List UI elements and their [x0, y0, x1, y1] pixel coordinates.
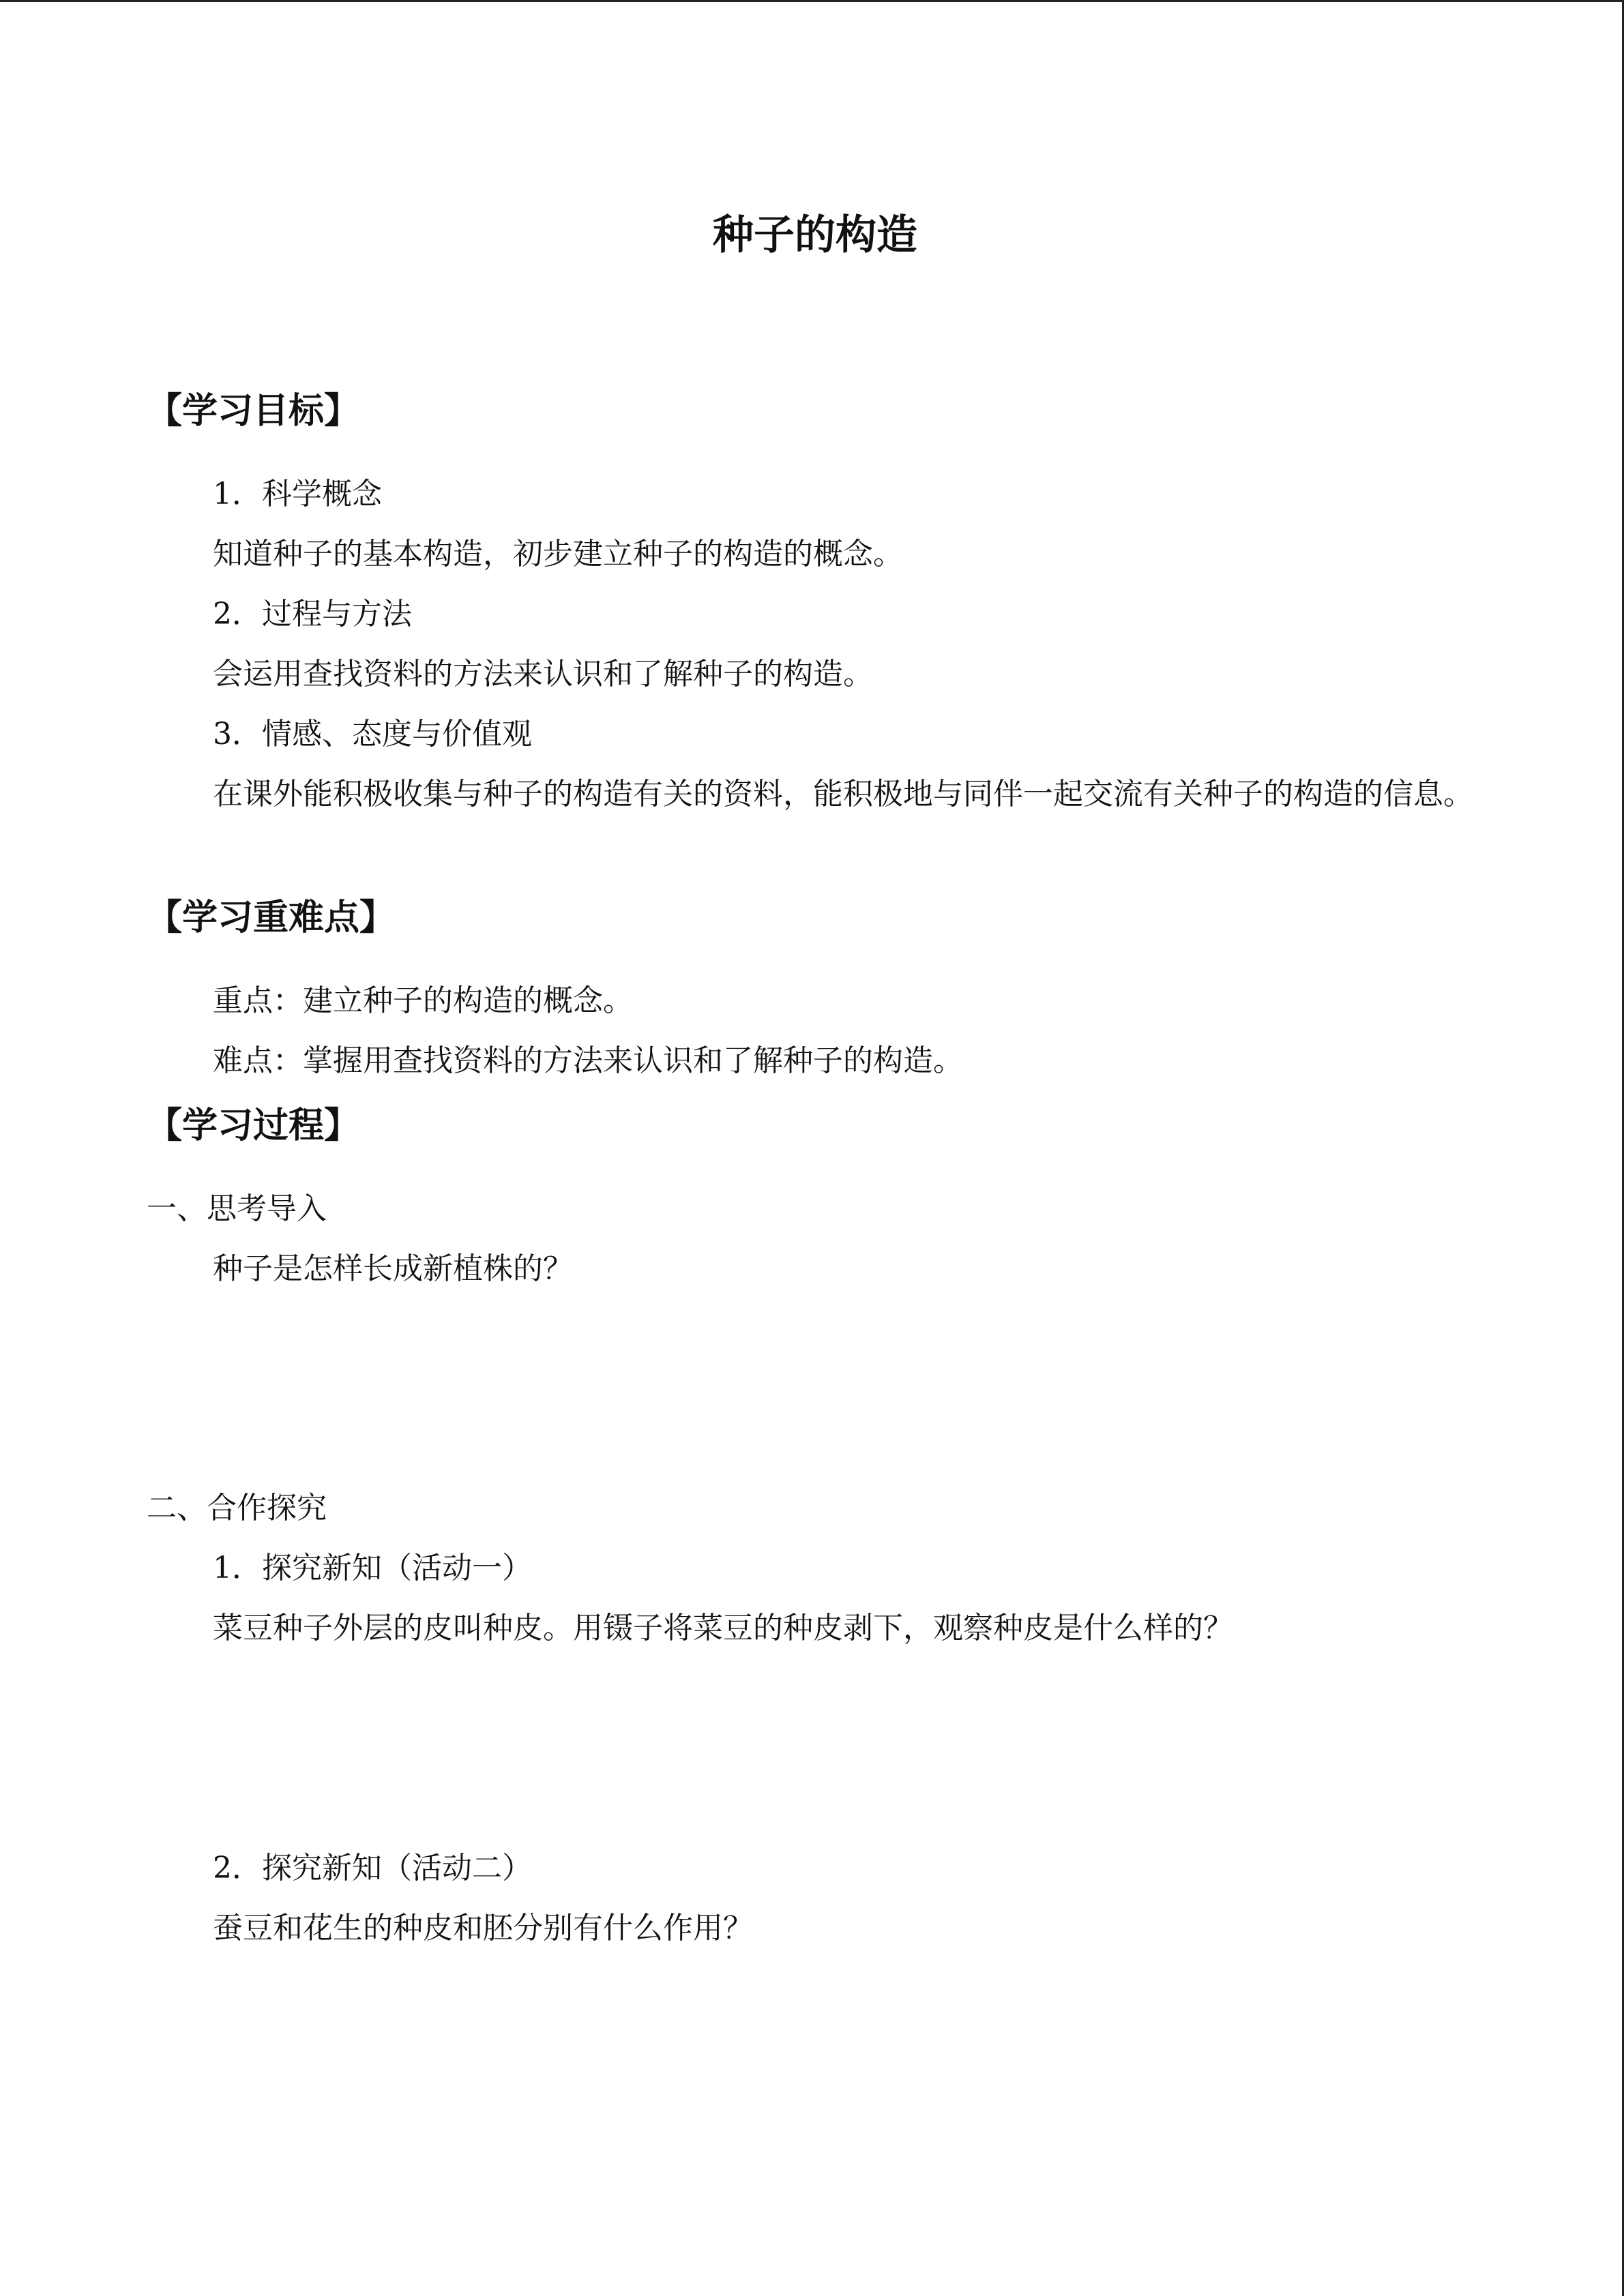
activity-1-text: 菜豆种子外层的皮叫种皮。用镊子将菜豆的种皮剥下，观察种皮是什么样的？ [213, 1611, 1233, 1645]
activity-1-title: 1．探究新知（活动一） [213, 1551, 532, 1585]
key-points-heading: 【学习重难点】 [147, 897, 396, 938]
objective-2-text: 会运用查找资料的方法来认识和了解种子的构造。 [213, 657, 873, 691]
section-1-title: 一、思考导入 [147, 1191, 327, 1226]
objective-2-title: 2．过程与方法 [213, 597, 412, 631]
activity-2-text: 蚕豆和花生的种皮和胚分别有什么作用？ [213, 1911, 753, 1945]
page-border-top [0, 0, 1624, 2]
objective-3-title: 3．情感、态度与价值观 [213, 717, 532, 751]
activity-2-title: 2．探究新知（活动二） [213, 1851, 532, 1885]
section-2-title: 二、合作探究 [147, 1491, 327, 1525]
objective-1-title: 1．科学概念 [213, 477, 382, 511]
objective-3-text: 在课外能积极收集与种子的构造有关的资料，能积极地与同伴一起交流有关种子的构造的信息。 [213, 777, 1473, 811]
section-1-question: 种子是怎样长成新植株的？ [213, 1251, 573, 1286]
document-title: 种子的构造 [713, 211, 917, 259]
objective-1-text: 知道种子的基本构造，初步建立种子的构造的概念。 [213, 537, 903, 571]
process-heading: 【学习过程】 [147, 1105, 360, 1146]
objectives-heading: 【学习目标】 [147, 391, 360, 432]
key-point-focus: 重点：建立种子的构造的概念。 [213, 983, 633, 1018]
key-point-difficulty: 难点：掌握用查找资料的方法来认识和了解种子的构造。 [213, 1043, 963, 1078]
